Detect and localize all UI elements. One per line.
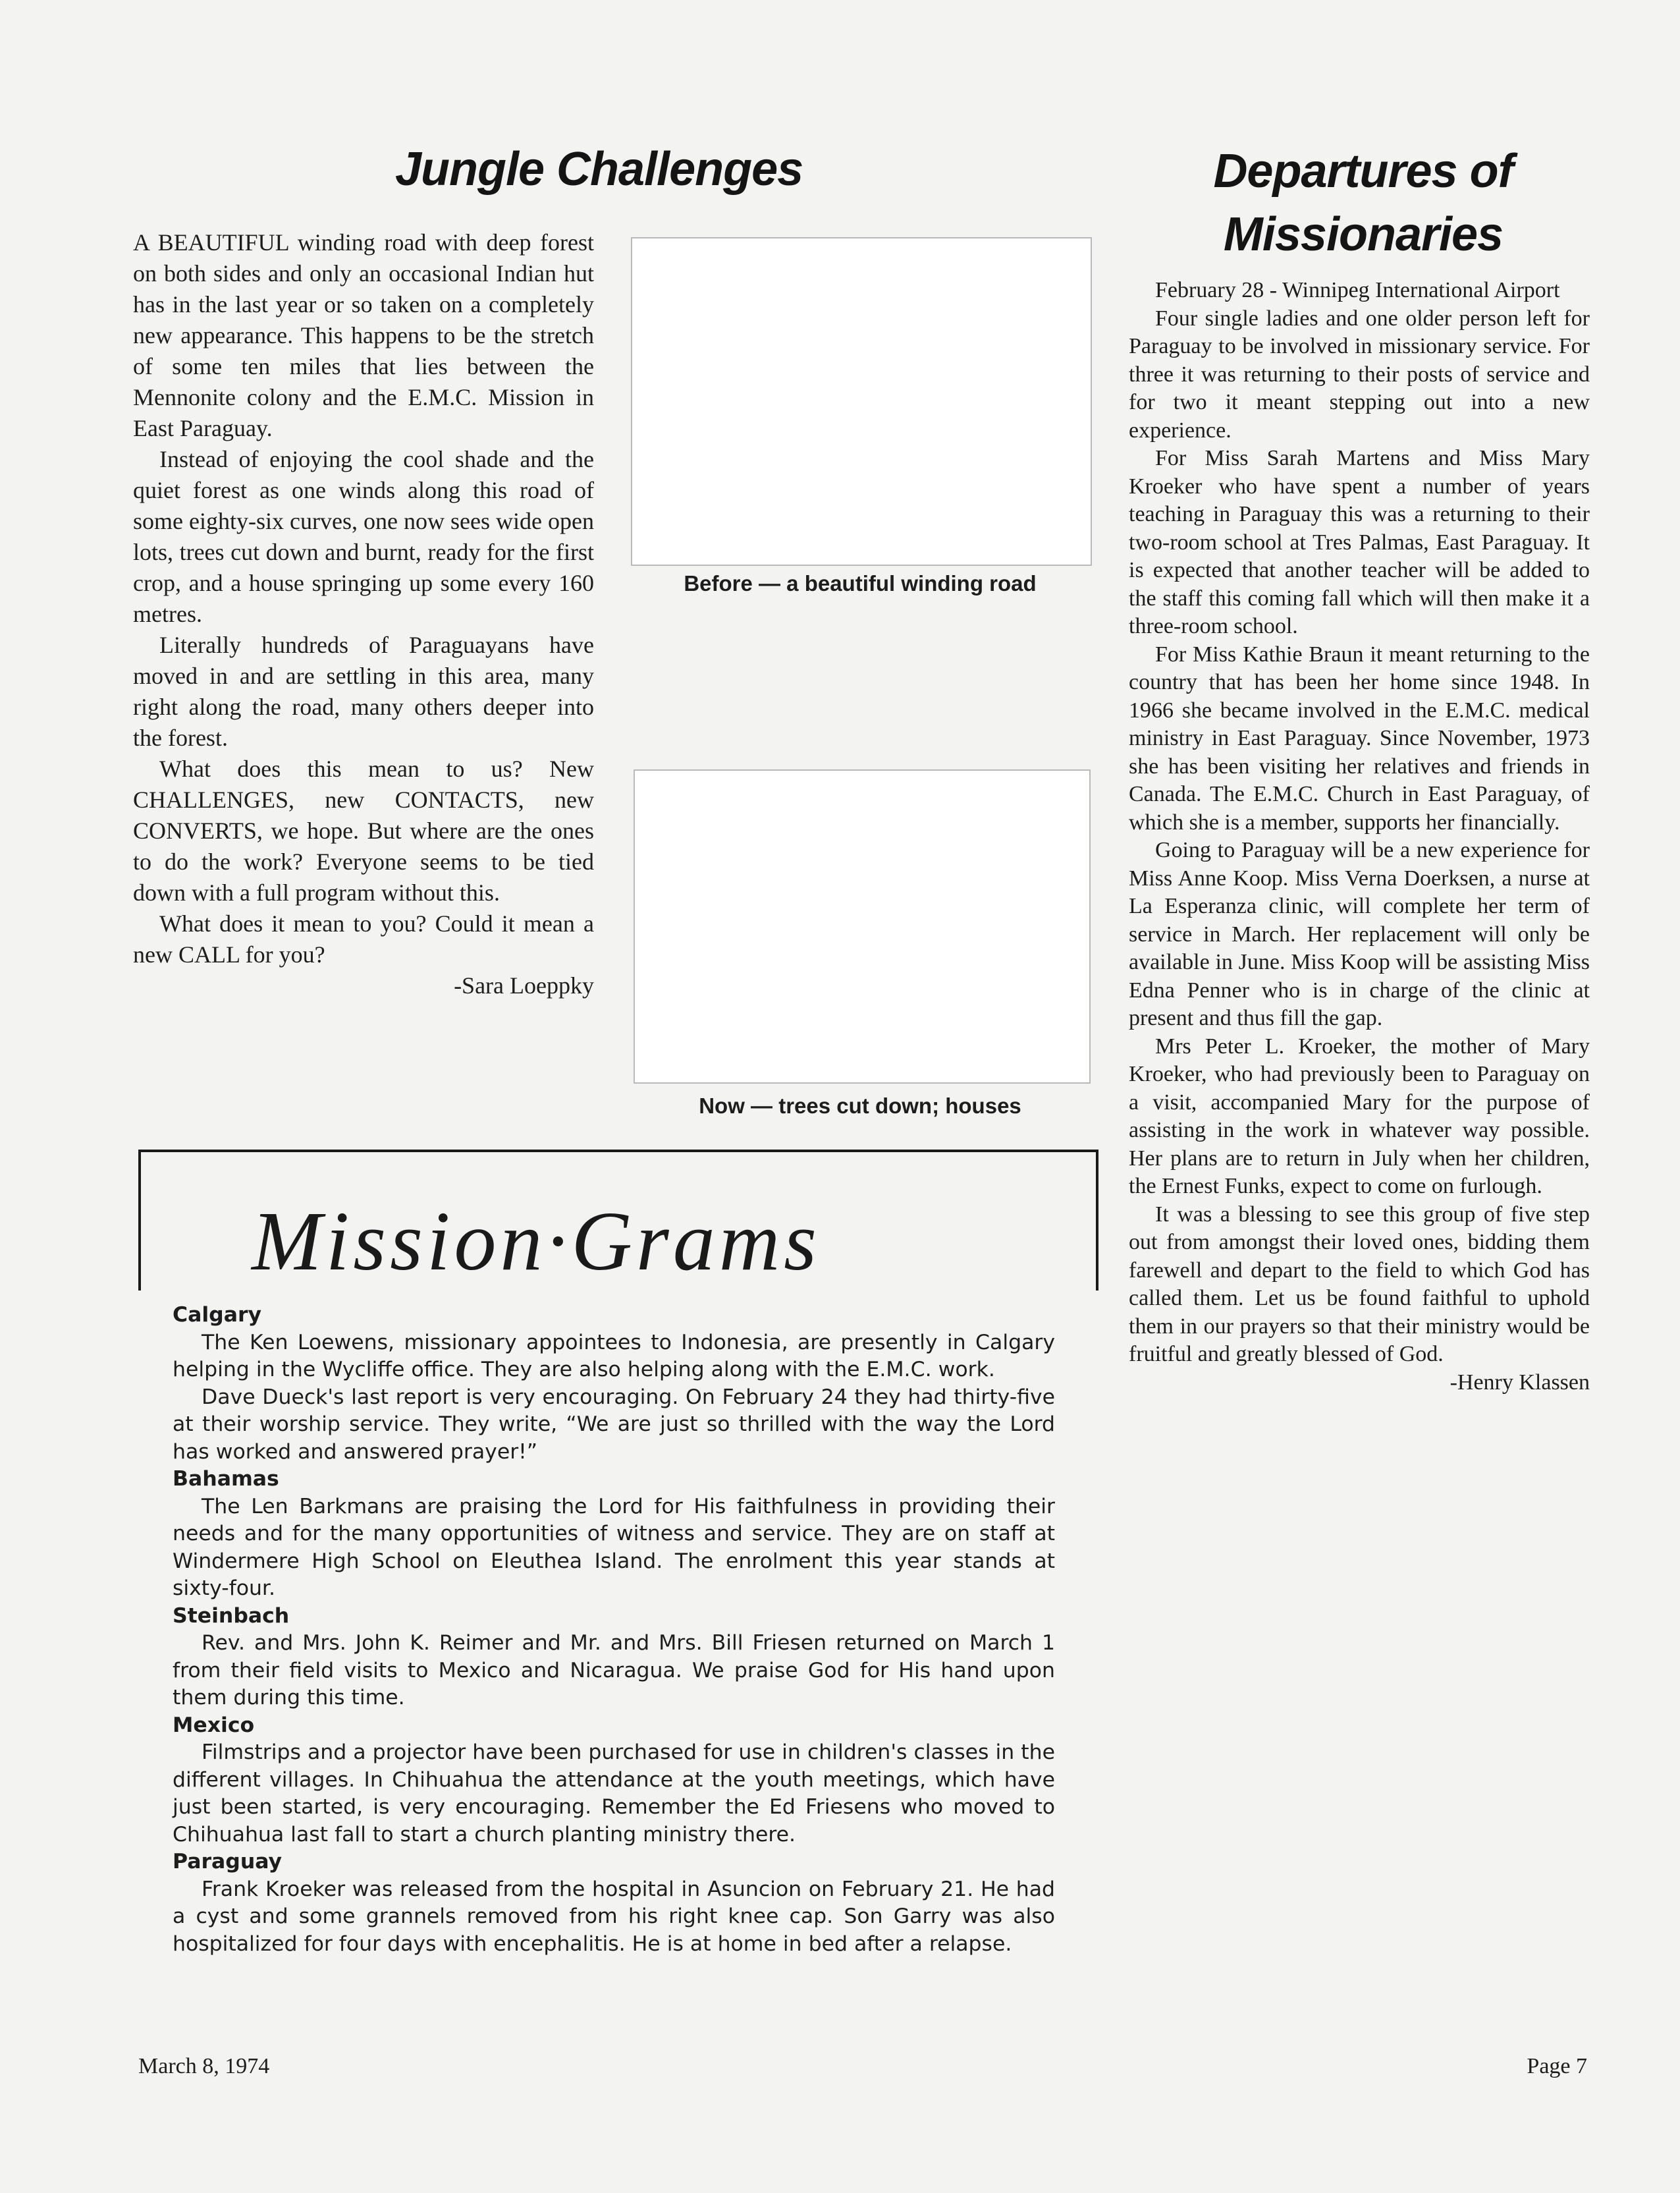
calgary-paragraph-2: Dave Dueck's last report is very encouraging. On February 24 they had thirty-five at their worship service. They write, “We are just so thrilled with the way the Lord has worked and answered prayer!” — [173, 1385, 1055, 1464]
departures-headline — [1159, 140, 1567, 266]
steinbach-paragraph-1: Rev. and Mrs. John K. Reimer and Mr. and Mrs. Bill Friesen returned on March 1 from their field visits to Mexico and Nicaragua. We praise God for His hand upon them during this time. — [173, 1631, 1055, 1709]
jungle-article-body — [133, 227, 594, 1001]
departures-paragraph-4: For Miss Kathie Braun it meant returning to the country that has been her home since 1948. In 1966 she became involved in the E.M.C. medical ministry in East Paraguay. Since November, 1973 she has been visiting her relatives and friends in Canada. The E.M.C. Church in East Paraguay, of which she is a member, supports her financially. — [1129, 642, 1590, 835]
footer-date: March 8, 1974 — [138, 2054, 270, 2078]
jungle-signature: -Sara Loeppky — [454, 972, 594, 999]
paraguay-paragraph-1: Frank Kroeker was released from the hospital in Asuncion on February 21. He had a cyst and some grannels removed from his right knee cap. Son Garry was also hospitalized for four days with encephalitis. He is at home in bed after a relapse. — [173, 1877, 1055, 1956]
footer-page-number: Page 7 — [1527, 2054, 1587, 2078]
mexico-paragraph-1: Filmstrips and a projector have been purchased for use in children's classes in the different villages. In Chihuahua the attendance at the youth meetings, which have just been started, is very encouraging. Remember the Ed Friesens who moved to Chihuahua last fall to start a church planting ministry there. — [173, 1740, 1055, 1846]
bahamas-paragraph-1: The Len Barkmans are praising the Lord for His faithfulness in providing their needs and for the many opportunities of witness and service. They are on staff at Windermere High School on Eleuthea Island. The enrolment this year stands at sixty-four. — [173, 1494, 1055, 1600]
jungle-paragraph-5: What does it mean to you? Could it mean a new CALL for you? — [133, 910, 594, 968]
mission-grams-title: Mission·Grams — [252, 1194, 821, 1288]
region-heading-bahamas: Bahamas — [173, 1467, 279, 1491]
departures-article-body — [1129, 277, 1590, 1397]
jungle-paragraph-3: Literally hundreds of Paraguayans have moved in and are settling in this area, many right along the road, many others deeper into the forest. — [133, 632, 594, 751]
calgary-paragraph-1: The Ken Loewens, missionary appointees to Indonesia, are presently in Calgary helping in the Wycliffe office. They are also helping along with the E.M.C. work. — [173, 1330, 1055, 1381]
mission-grams-body — [173, 1302, 1055, 1958]
departures-paragraph-1: February 28 - Winnipeg International Airport — [1155, 278, 1560, 302]
region-heading-mexico: Mexico — [173, 1713, 255, 1737]
photo-now-caption: Now — trees cut down; houses — [699, 1094, 1021, 1118]
jungle-paragraph-2: Instead of enjoying the cool shade and the quiet forest as one winds along this road of some eighty-six curves, one now sees wide open lots, trees cut down and burnt, ready for the first crop, and a house springing up some every 160 metres. — [133, 446, 594, 627]
departures-paragraph-3: For Miss Sarah Martens and Miss Mary Kroeker who have spent a number of years teaching in Paraguay this was a returning to their two-room school at Tres Palmas, East Paraguay. It is expected that another teacher will be added to the staff this coming fall which will then make it a three-room school. — [1129, 446, 1590, 638]
jungle-challenges-headline: Jungle Challenges — [395, 143, 803, 196]
region-heading-calgary: Calgary — [173, 1303, 262, 1327]
region-heading-steinbach: Steinbach — [173, 1603, 290, 1628]
photo-now — [634, 769, 1091, 1084]
departures-headline-line2: Missionaries — [1223, 208, 1504, 261]
photo-before-caption: Before — a beautiful winding road — [684, 571, 1037, 596]
jungle-paragraph-4: What does this mean to us? New CHALLENGES, new CONTACTS, new CONVERTS, we hope. But where are the ones to do the work? Everyone seems to be tied down with a full program without this. — [133, 756, 594, 906]
departures-paragraph-6: Mrs Peter L. Kroeker, the mother of Mary Kroeker, who had previously been to Paraguay on a visit, accompanied Mary for the purpose of assisting in the work in whatever way possible. Her plans are to return in July when her children, the Ernest Funks, expect to come on furlough. — [1129, 1034, 1590, 1198]
region-heading-paraguay: Paraguay — [173, 1850, 283, 1874]
departures-paragraph-7: It was a blessing to see this group of five step out from amongst their loved ones, bidding them farewell and depart to the field to which God has called them. Let us be found faithful to uphold them in our prayers so that their ministry would be fruitful and greatly blessed of God. — [1129, 1202, 1590, 1366]
photo-before — [631, 237, 1092, 566]
departures-paragraph-5: Going to Paraguay will be a new experience for Miss Anne Koop. Miss Verna Doerksen, a nurse at La Esperanza clinic, will complete her term of service in March. Her replacement will only be available in June. Miss Koop will be assisting Miss Edna Penner who is in charge of the clinic at present and thus fill the gap. — [1129, 838, 1590, 1030]
departures-paragraph-2: Four single ladies and one older person left for Paraguay to be involved in missionary service. For three it was returning to their posts of service and for two it meant stepping out into a new experience. — [1129, 306, 1590, 443]
departures-headline-line1: Departures of — [1213, 145, 1513, 198]
jungle-paragraph-1: A BEAUTIFUL winding road with deep forest on both sides and only an occasional Indian hut has in the last year or so taken on a completely new appearance. This happens to be the stretch of some ten miles that lies between the Mennonite colony and the E.M.C. Mission in East Paraguay. — [133, 229, 594, 441]
departures-signature: -Henry Klassen — [1450, 1370, 1590, 1395]
